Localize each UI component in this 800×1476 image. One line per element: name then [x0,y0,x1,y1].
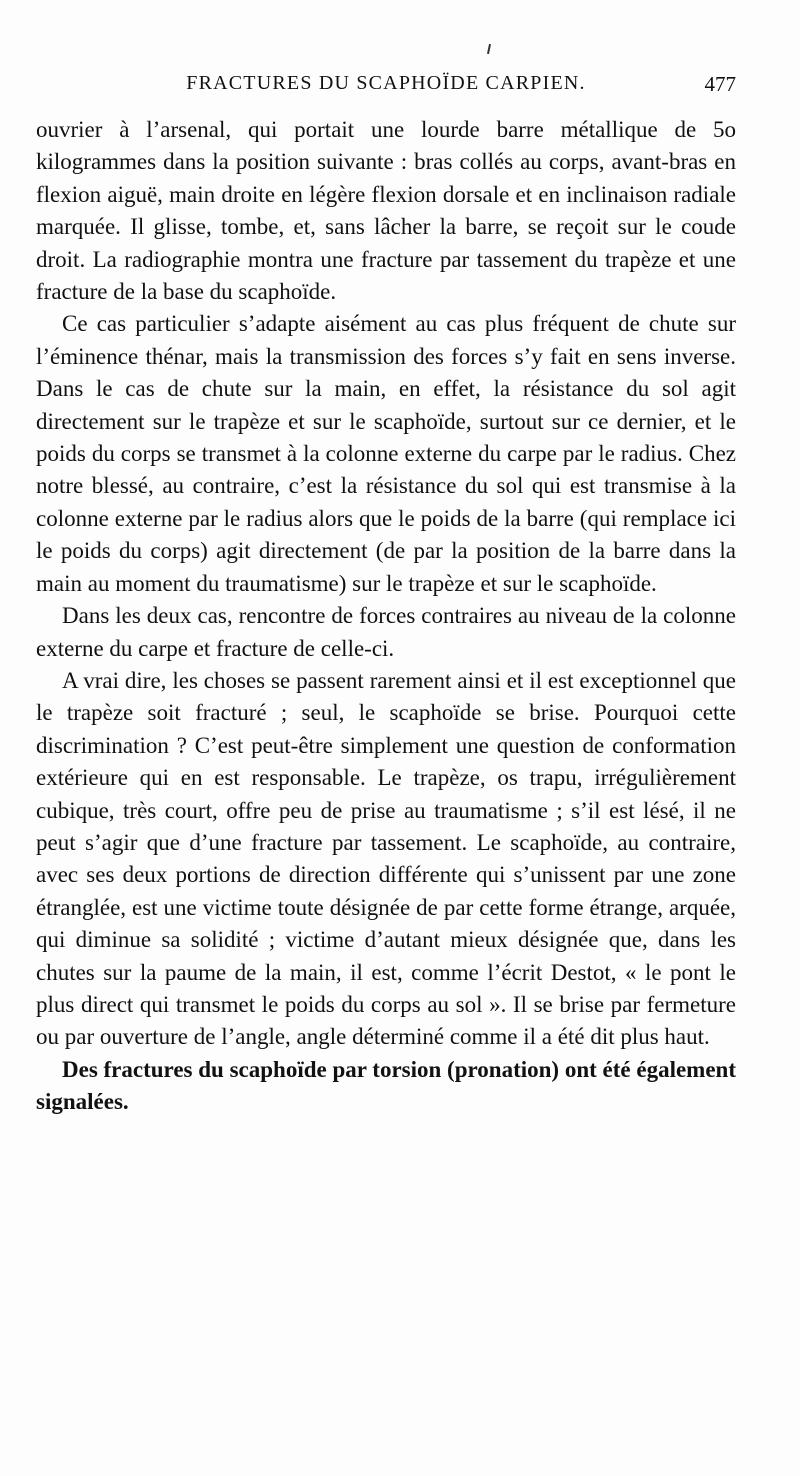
body-text [36,114,736,1119]
paragraph: Dans les deux cas, rencontre de forces contraires au niveau de la colonne externe du carpe et fracture de celle-ci. [36,603,736,661]
paragraph: Ce cas particulier s’adapte aisément au cas plus fréquent de chute sur l’éminence thénar, mais la transmission des forces s’y fait en sens inverse. Dans le cas de chute sur la main, en effet, la résistance du sol agit directement sur le trapèze et sur le scaphoïde, surtout sur ce dernier, et le poids du corps se transmet à la colonne externe du carpe par le radius. Chez notre blessé, au contraire, c’est la résistance du sol qui est transmise à la colonne externe par le radius alors que le poids de la barre (qui remplace ici le poids du corps) agit directement (de par la position de la barre dans la main au moment du traumatisme) sur le trapèze et sur le scaphoïde. [36,311,736,596]
paragraph-final: Des fractures du scaphoïde par torsion (pronation) ont été également signalées. [36,1056,736,1115]
running-title: FRACTURES DU SCAPHOÏDE CARPIEN. [186,72,586,94]
paragraph: A vrai dire, les choses se passent rarement ainsi et il est exceptionnel que le trapèze soit fracturé ; seul, le scaphoïde se brise. Pourquoi cette discrimination ? C’est peut-être simplement une question de conformation extérieure qui en est responsable. Le trapèze, os trapu, irrégulièrement cubique, très court, offre peu de prise au traumatisme ; s’il est lésé, il ne peut s’agir que d’une fracture par tassement. Le scaphoïde, au contraire, avec ses deux portions de direction différente qui s’unissent par une zone étranglée, est une victime toute désignée de par cette forme étrange, arquée, qui diminue sa solidité ; victime d’autant mieux désignée que, dans les chutes sur la paume de la main, il est, comme l’écrit Destot, « le pont le plus direct qui transmet le poids du corps au sol ». Il se brise par fermeture ou par ouverture de l’angle, angle déterminé comme il a été dit plus haut. [36,667,736,1050]
ink-speck [487,44,491,54]
paragraph-continued: ouvrier à l’arsenal, qui portait une lourde barre métallique de 5o kilogrammes dans la position suivante : bras collés au corps, avant-bras en flexion aiguë, main droite en légère flexion dorsale et en inclinaison radiale marquée. Il glisse, tombe, et, sans lâcher la barre, se reçoit sur le coude droit. La radiographie montra une fracture par tassement du trapèze et une fracture de la base du scaphoïde. [36,117,736,305]
page-number: 477 [704,72,736,96]
running-head [36,72,736,102]
